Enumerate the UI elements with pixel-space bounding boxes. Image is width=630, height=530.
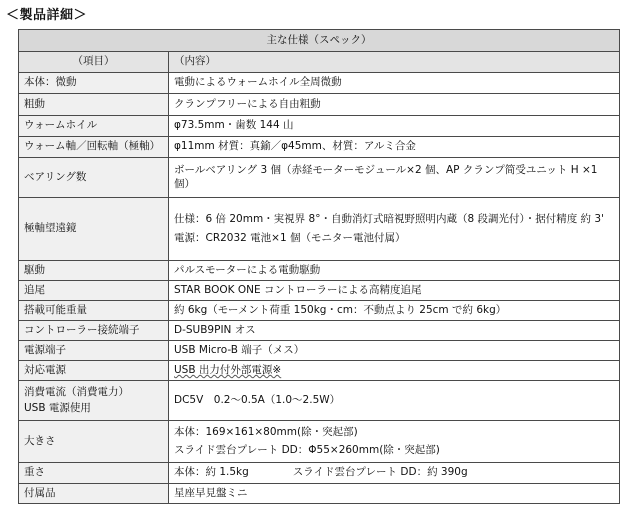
row-label: ウォームホイル xyxy=(19,116,169,137)
column-header-row xyxy=(19,52,620,73)
table-row xyxy=(19,158,620,198)
row-label: 付属品 xyxy=(19,484,169,504)
table-row xyxy=(19,321,620,341)
row-value: 約 6kg（モーメント荷重 150kg・cm：不動点より 25cm で約 6kg） xyxy=(169,301,620,321)
row-value: φ11mm 材質：真鍮／φ45mm、材質：アルミ合金 xyxy=(169,137,620,158)
row-value-part: スライド雲台プレート DD：約 390g xyxy=(292,466,468,479)
row-value: 星座早見盤ミニ xyxy=(169,484,620,504)
row-label xyxy=(19,381,169,421)
table-row xyxy=(19,381,620,421)
row-label: 追尾 xyxy=(19,281,169,301)
table-row xyxy=(19,421,620,463)
row-value-line: 仕様：6 倍 20mm・実視界 8°・自動消灯式暗視野照明内蔵（8 段調光付）・据付精度 約 3' xyxy=(174,213,604,226)
section-heading: ＜製品詳細＞ xyxy=(6,8,88,23)
row-label: ウォーム軸／回転軸（極軸） xyxy=(19,137,169,158)
row-label: 駆動 xyxy=(19,261,169,281)
table-row xyxy=(19,116,620,137)
row-label-line: 消費電流（消費電力） xyxy=(24,385,129,398)
row-value: DC5V 0.2～0.5A（1.0～2.5W） xyxy=(169,381,620,421)
column-header-item: （項目） xyxy=(19,52,169,73)
row-value: USB Micro-B 端子（メス） xyxy=(169,341,620,361)
row-value-line: スライド雲台プレート DD：Φ55×260mm(除・突起部) xyxy=(174,444,440,456)
row-label: 粗動 xyxy=(19,94,169,116)
row-value-line: 電源：CR2032 電池×1 個（モニター電池付属） xyxy=(174,231,406,244)
table-title-row xyxy=(19,30,620,52)
table-row xyxy=(19,301,620,321)
row-label: ベアリング数 xyxy=(19,158,169,198)
row-label-line: USB 電源使用 xyxy=(24,402,91,414)
spec-table xyxy=(18,29,620,504)
row-value: パルスモーターによる電動駆動 xyxy=(169,261,620,281)
row-label: 本体：微動 xyxy=(19,73,169,94)
table-row xyxy=(19,281,620,301)
row-value: クランプフリーによる自由粗動 xyxy=(169,94,620,116)
row-label: コントローラー接続端子 xyxy=(19,321,169,341)
row-value-part: 本体：約 1.5kg xyxy=(174,466,249,479)
row-value: ボールベアリング 3 個（赤経モーターモジュール×2 個、AP クランプ简受ユニット H ×1 個） xyxy=(169,158,620,198)
row-label: 搭載可能重量 xyxy=(19,301,169,321)
row-value-text: USB 出力付外部電源※ xyxy=(174,363,282,376)
row-label: 大きさ xyxy=(19,421,169,463)
row-label: 極軸望遠鏡 xyxy=(19,198,169,261)
row-label: 対応電源 xyxy=(19,361,169,381)
row-value: STAR BOOK ONE コントローラーによる高精度追尾 xyxy=(169,281,620,301)
row-value xyxy=(169,463,620,484)
table-row xyxy=(19,261,620,281)
table-row xyxy=(19,137,620,158)
table-row xyxy=(19,463,620,484)
row-value xyxy=(169,361,620,381)
table-row xyxy=(19,484,620,504)
table-title: 主な仕様（スペック） xyxy=(19,30,620,52)
row-value: D-SUB9PIN オス xyxy=(169,321,620,341)
column-header-content: （内容） xyxy=(169,52,620,73)
table-row xyxy=(19,198,620,261)
table-row xyxy=(19,341,620,361)
table-row xyxy=(19,361,620,381)
row-label: 重さ xyxy=(19,463,169,484)
row-value xyxy=(169,421,620,463)
table-row xyxy=(19,73,620,94)
table-row xyxy=(19,94,620,116)
row-value: 電動によるウォームホイル全周微動 xyxy=(169,73,620,94)
row-value-line: 本体：169×161×80mm(除・突起部) xyxy=(174,425,358,438)
row-label: 電源端子 xyxy=(19,341,169,361)
row-value: φ73.5mm・歯数 144 山 xyxy=(169,116,620,137)
row-value xyxy=(169,198,620,261)
